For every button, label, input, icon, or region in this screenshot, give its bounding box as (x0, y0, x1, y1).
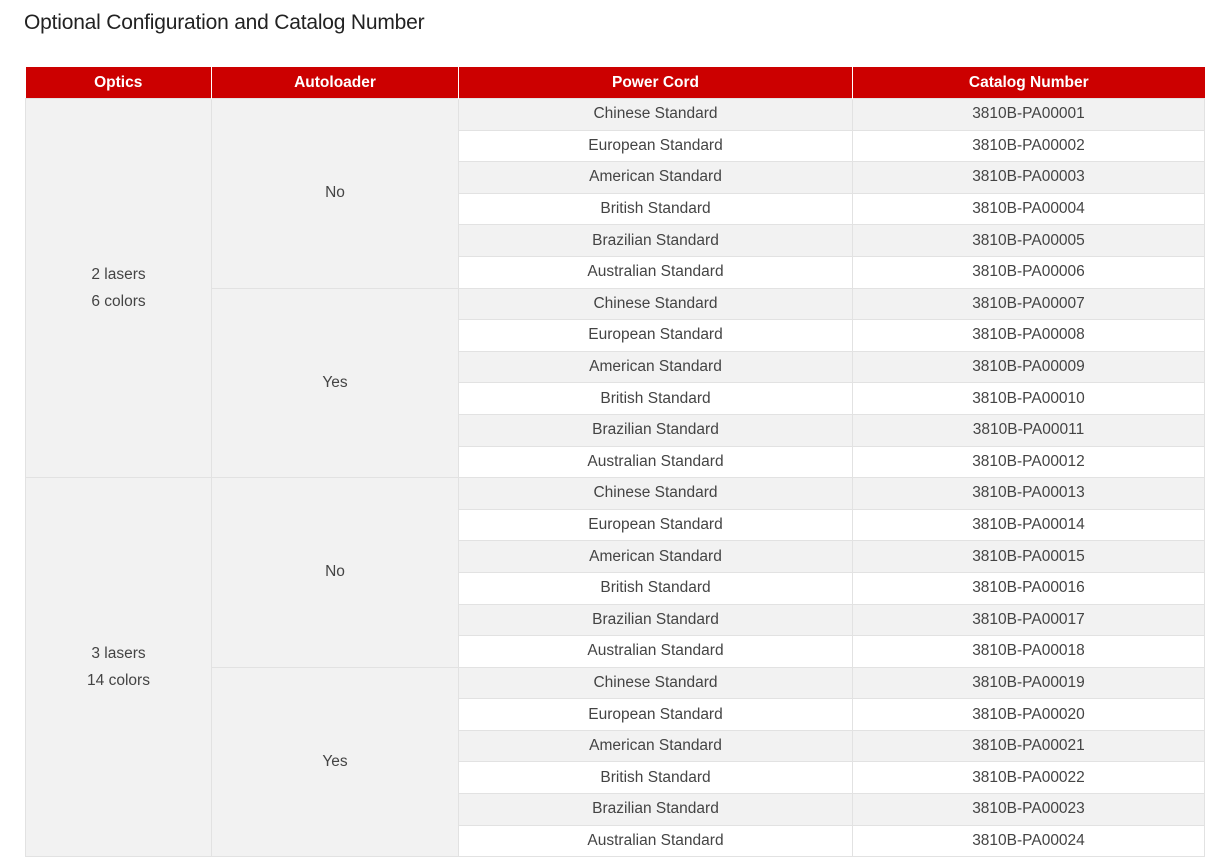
autoloader-cell: Yes (212, 667, 459, 857)
catalog-number-cell: 3810B-PA00010 (853, 383, 1205, 415)
catalog-number-cell: 3810B-PA00023 (853, 794, 1205, 826)
header-row (26, 67, 1205, 99)
autoloader-cell: No (212, 99, 459, 289)
catalog-number-cell: 3810B-PA00021 (853, 730, 1205, 762)
power-cord-cell: British Standard (459, 572, 853, 604)
power-cord-cell: Brazilian Standard (459, 604, 853, 636)
power-cord-cell: Chinese Standard (459, 99, 853, 131)
power-cord-cell: European Standard (459, 699, 853, 731)
catalog-number-cell: 3810B-PA00024 (853, 825, 1205, 857)
power-cord-cell: Brazilian Standard (459, 225, 853, 257)
power-cord-cell: Australian Standard (459, 256, 853, 288)
optics-cell (26, 478, 212, 857)
catalog-number-cell: 3810B-PA00004 (853, 193, 1205, 225)
power-cord-cell: Chinese Standard (459, 478, 853, 510)
power-cord-cell: Brazilian Standard (459, 414, 853, 446)
catalog-number-cell: 3810B-PA00001 (853, 99, 1205, 131)
power-cord-cell: British Standard (459, 383, 853, 415)
optics-lasers: 2 lasers (91, 266, 146, 284)
catalog-number-cell: 3810B-PA00015 (853, 541, 1205, 573)
header-power-cord: Power Cord (459, 67, 853, 99)
catalog-number-cell: 3810B-PA00016 (853, 572, 1205, 604)
catalog-number-cell: 3810B-PA00012 (853, 446, 1205, 478)
power-cord-cell: European Standard (459, 320, 853, 352)
catalog-number-cell: 3810B-PA00008 (853, 320, 1205, 352)
table-row (26, 478, 1205, 510)
catalog-number-cell: 3810B-PA00018 (853, 636, 1205, 668)
power-cord-cell: Australian Standard (459, 636, 853, 668)
catalog-table-body (26, 99, 1205, 857)
power-cord-cell: Chinese Standard (459, 288, 853, 320)
power-cord-cell: Australian Standard (459, 825, 853, 857)
autoloader-cell: No (212, 478, 459, 668)
power-cord-cell: American Standard (459, 162, 853, 194)
catalog-number-cell: 3810B-PA00009 (853, 351, 1205, 383)
power-cord-cell: European Standard (459, 130, 853, 162)
catalog-table (25, 67, 1205, 857)
optics-cell (26, 99, 212, 478)
power-cord-cell: American Standard (459, 351, 853, 383)
power-cord-cell: Chinese Standard (459, 667, 853, 699)
catalog-number-cell: 3810B-PA00019 (853, 667, 1205, 699)
catalog-number-cell: 3810B-PA00020 (853, 699, 1205, 731)
power-cord-cell: British Standard (459, 762, 853, 794)
optics-colors: 14 colors (87, 672, 150, 690)
page-title: Optional Configuration and Catalog Number (24, 11, 425, 34)
optics-lasers: 3 lasers (91, 645, 146, 663)
power-cord-cell: Brazilian Standard (459, 794, 853, 826)
optics-colors: 6 colors (91, 293, 146, 311)
catalog-number-cell: 3810B-PA00006 (853, 256, 1205, 288)
catalog-number-cell: 3810B-PA00011 (853, 414, 1205, 446)
catalog-number-cell: 3810B-PA00007 (853, 288, 1205, 320)
catalog-number-cell: 3810B-PA00013 (853, 478, 1205, 510)
catalog-number-cell: 3810B-PA00005 (853, 225, 1205, 257)
catalog-number-cell: 3810B-PA00014 (853, 509, 1205, 541)
power-cord-cell: European Standard (459, 509, 853, 541)
catalog-number-cell: 3810B-PA00002 (853, 130, 1205, 162)
power-cord-cell: British Standard (459, 193, 853, 225)
catalog-number-cell: 3810B-PA00022 (853, 762, 1205, 794)
catalog-number-cell: 3810B-PA00017 (853, 604, 1205, 636)
header-optics: Optics (26, 67, 212, 99)
header-catalog-number: Catalog Number (853, 67, 1205, 99)
power-cord-cell: American Standard (459, 730, 853, 762)
autoloader-cell: Yes (212, 288, 459, 478)
catalog-table-header (26, 67, 1205, 99)
power-cord-cell: American Standard (459, 541, 853, 573)
table-row (26, 99, 1205, 131)
catalog-number-cell: 3810B-PA00003 (853, 162, 1205, 194)
header-autoloader: Autoloader (212, 67, 459, 99)
power-cord-cell: Australian Standard (459, 446, 853, 478)
